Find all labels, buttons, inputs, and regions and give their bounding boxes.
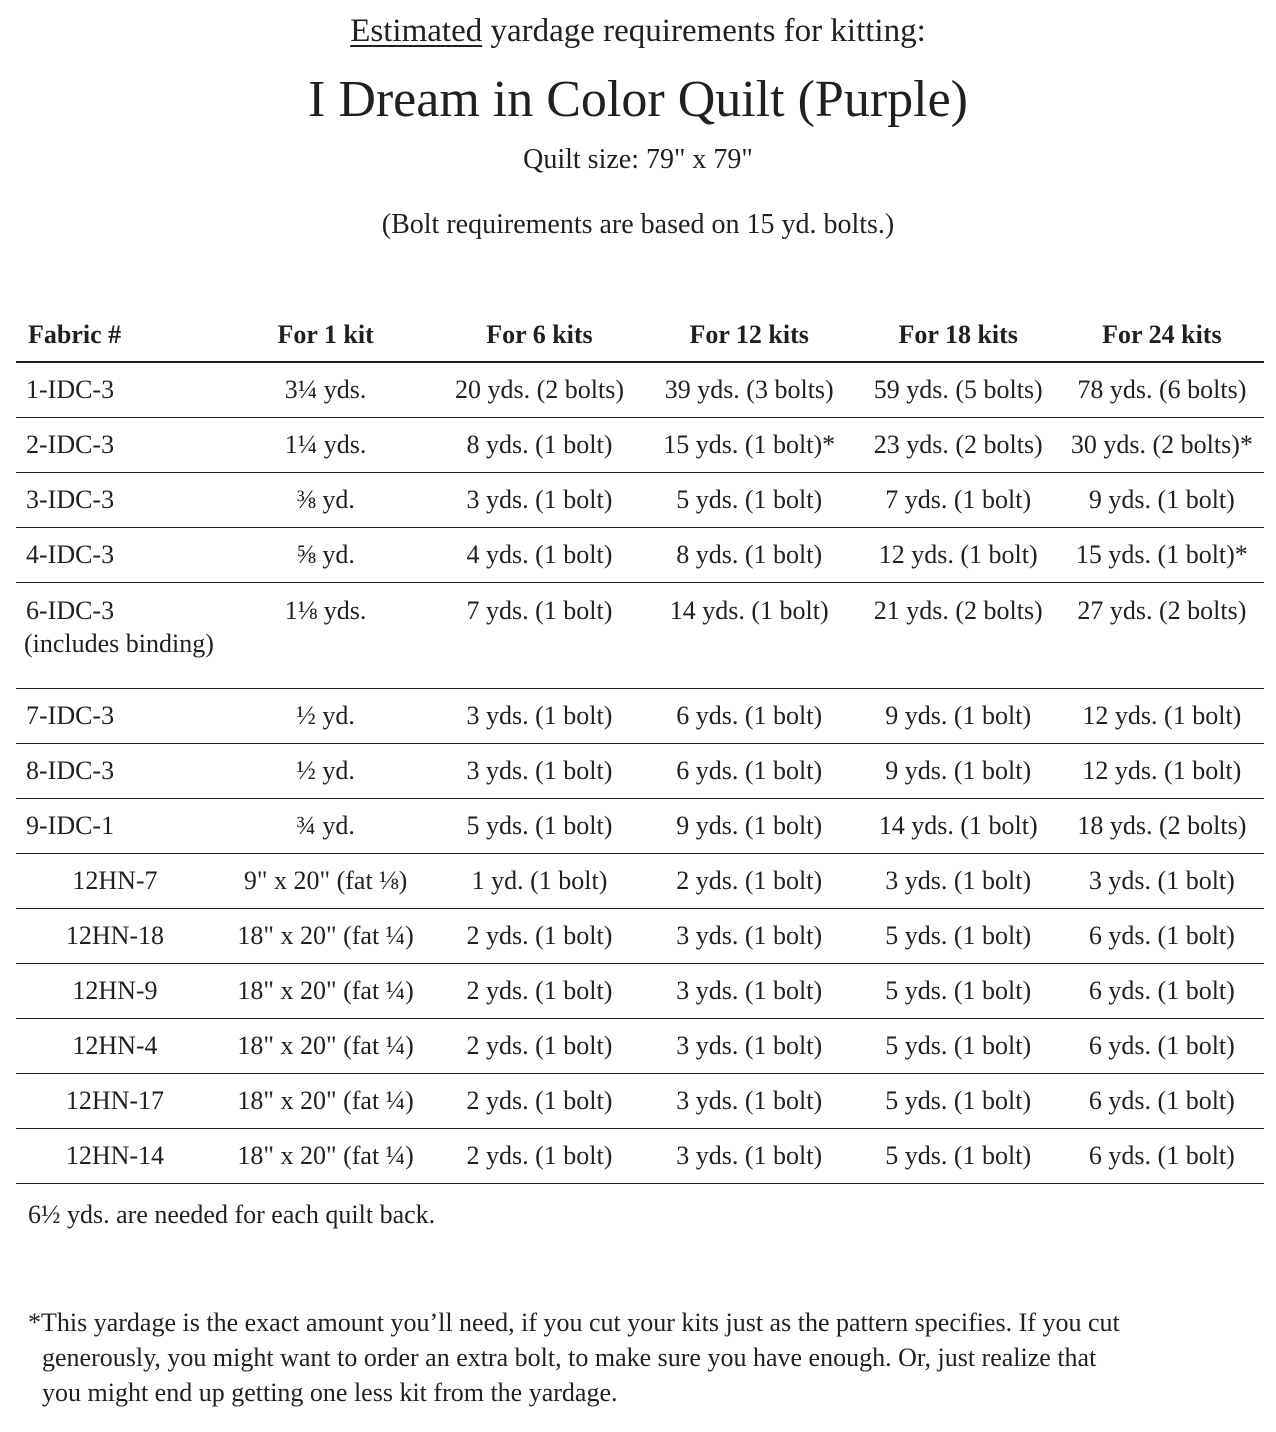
kit18-cell: 23 yds. (2 bolts): [857, 418, 1060, 473]
kit1-cell: ½ yd.: [214, 744, 437, 799]
kit18-cell: 5 yds. (1 bolt): [857, 1074, 1060, 1129]
kit6-cell: 8 yds. (1 bolt): [437, 418, 641, 473]
table-row: [16, 418, 1264, 473]
kit6-cell: 4 yds. (1 bolt): [437, 528, 641, 583]
kit1-cell: 3¼ yds.: [214, 362, 437, 418]
kit24-cell: 6 yds. (1 bolt): [1060, 1129, 1264, 1184]
kit1-cell: ⅝ yd.: [214, 528, 437, 583]
kit12-cell: 3 yds. (1 bolt): [642, 964, 857, 1019]
bolt-note: (Bolt requirements are based on 15 yd. bolts.): [381, 209, 895, 240]
kit18-cell: 9 yds. (1 bolt): [857, 744, 1060, 799]
kit18-cell: 14 yds. (1 bolt): [857, 799, 1060, 854]
column-header-12-kits: For 12 kits: [642, 308, 857, 362]
fabric-cell: 12HN-18: [16, 909, 214, 964]
kit12-cell: 6 yds. (1 bolt): [642, 744, 857, 799]
fabric-cell: 2-IDC-3: [16, 418, 214, 473]
page-subtitle: [0, 10, 1276, 52]
quilt-size: Quilt size: 79" x 79": [523, 144, 753, 175]
kit6-cell: 20 yds. (2 bolts): [437, 362, 641, 418]
kit6-cell: 2 yds. (1 bolt): [437, 964, 641, 1019]
kit24-cell: 15 yds. (1 bolt)*: [1060, 528, 1264, 583]
kit6-cell: 3 yds. (1 bolt): [437, 744, 641, 799]
kit24-cell: 6 yds. (1 bolt): [1060, 1074, 1264, 1129]
kit1-cell: 1⅛ yds.: [214, 583, 437, 689]
column-header-fabric: Fabric #: [16, 308, 214, 362]
subtitle-emphasis: Estimated: [350, 13, 483, 49]
kit12-cell: 9 yds. (1 bolt): [642, 799, 857, 854]
kit24-cell: 6 yds. (1 bolt): [1060, 1019, 1264, 1074]
kit6-cell: 3 yds. (1 bolt): [437, 689, 641, 744]
table-row: [16, 799, 1264, 854]
kit1-cell: 18" x 20" (fat ¼): [214, 964, 437, 1019]
kit18-cell: 59 yds. (5 bolts): [857, 362, 1060, 418]
kit24-cell: 12 yds. (1 bolt): [1060, 744, 1264, 799]
fabric-cell: 4-IDC-3: [16, 528, 214, 583]
kit18-cell: 5 yds. (1 bolt): [857, 1019, 1060, 1074]
kit24-cell: 6 yds. (1 bolt): [1060, 909, 1264, 964]
column-header-6-kits: For 6 kits: [437, 308, 641, 362]
column-header-18-kits: For 18 kits: [857, 308, 1060, 362]
kit6-cell: 1 yd. (1 bolt): [437, 854, 641, 909]
kit12-cell: 39 yds. (3 bolts): [642, 362, 857, 418]
fabric-code: 6-IDC-3: [26, 596, 115, 625]
fabric-cell: 1-IDC-3: [16, 362, 214, 418]
kit24-cell: 18 yds. (2 bolts): [1060, 799, 1264, 854]
kit18-cell: 12 yds. (1 bolt): [857, 528, 1060, 583]
kit24-cell: 9 yds. (1 bolt): [1060, 473, 1264, 528]
kit1-cell: ⅜ yd.: [214, 473, 437, 528]
kit12-cell: 5 yds. (1 bolt): [642, 473, 857, 528]
kit6-cell: 7 yds. (1 bolt): [437, 583, 641, 689]
fabric-cell: 9-IDC-1: [16, 799, 214, 854]
kit6-cell: 2 yds. (1 bolt): [437, 1019, 641, 1074]
kit12-cell: 15 yds. (1 bolt)*: [642, 418, 857, 473]
kit24-cell: 78 yds. (6 bolts): [1060, 362, 1264, 418]
table-row: [16, 744, 1264, 799]
kit1-cell: 1¼ yds.: [214, 418, 437, 473]
kit18-cell: 5 yds. (1 bolt): [857, 909, 1060, 964]
kit12-cell: 3 yds. (1 bolt): [642, 1019, 857, 1074]
column-header-24-kits: For 24 kits: [1060, 308, 1264, 362]
kit12-cell: 2 yds. (1 bolt): [642, 854, 857, 909]
kit12-cell: 6 yds. (1 bolt): [642, 689, 857, 744]
table-row: [16, 854, 1264, 909]
kit6-cell: 2 yds. (1 bolt): [437, 1074, 641, 1129]
kit24-cell: 3 yds. (1 bolt): [1060, 854, 1264, 909]
table-row: [16, 528, 1264, 583]
table-row: [16, 362, 1264, 418]
table-row: [16, 1129, 1264, 1184]
kit6-cell: 5 yds. (1 bolt): [437, 799, 641, 854]
quilt-back-note: 6½ yds. are needed for each quilt back.: [28, 1200, 436, 1229]
fabric-cell: 12HN-17: [16, 1074, 214, 1129]
kit12-cell: 3 yds. (1 bolt): [642, 1074, 857, 1129]
kit12-cell: 14 yds. (1 bolt): [642, 583, 857, 689]
fabric-cell: 8-IDC-3: [16, 744, 214, 799]
footnote-line-3: you might end up getting one less kit from the yardage.: [42, 1378, 618, 1407]
asterisk-footnote: [28, 1305, 1248, 1410]
kit18-cell: 7 yds. (1 bolt): [857, 473, 1060, 528]
kit1-cell: 18" x 20" (fat ¼): [214, 1129, 437, 1184]
yardage-table: [16, 308, 1264, 1184]
table-row: [16, 583, 1264, 689]
kit12-cell: 3 yds. (1 bolt): [642, 1129, 857, 1184]
kit12-cell: 8 yds. (1 bolt): [642, 528, 857, 583]
kit1-cell: ¾ yd.: [214, 799, 437, 854]
table-header-row: [16, 308, 1264, 362]
kit24-cell: 12 yds. (1 bolt): [1060, 689, 1264, 744]
kit6-cell: 2 yds. (1 bolt): [437, 909, 641, 964]
kit1-cell: 18" x 20" (fat ¼): [214, 1019, 437, 1074]
kit6-cell: 2 yds. (1 bolt): [437, 1129, 641, 1184]
fabric-note: (includes binding): [24, 629, 214, 658]
kit24-cell: 27 yds. (2 bolts): [1060, 583, 1264, 689]
table-row: [16, 689, 1264, 744]
fabric-cell: 12HN-14: [16, 1129, 214, 1184]
kit1-cell: 18" x 20" (fat ¼): [214, 1074, 437, 1129]
table-row: [16, 473, 1264, 528]
fabric-cell: 12HN-7: [16, 854, 214, 909]
kit18-cell: 3 yds. (1 bolt): [857, 854, 1060, 909]
table-row: [16, 1019, 1264, 1074]
kit18-cell: 5 yds. (1 bolt): [857, 1129, 1060, 1184]
table-row: [16, 909, 1264, 964]
page-title: I Dream in Color Quilt (Purple): [308, 71, 968, 128]
kit24-cell: 6 yds. (1 bolt): [1060, 964, 1264, 1019]
kit18-cell: 9 yds. (1 bolt): [857, 689, 1060, 744]
kit6-cell: 3 yds. (1 bolt): [437, 473, 641, 528]
kit1-cell: 18" x 20" (fat ¼): [214, 909, 437, 964]
footnote-line-1: *This yardage is the exact amount you’ll need, if you cut your kits just as the pattern specifies. If you cut: [28, 1308, 1120, 1337]
footnote-line-2: generously, you might want to order an extra bolt, to make sure you have enough. Or, just realize that: [42, 1343, 1097, 1372]
kit18-cell: 21 yds. (2 bolts): [857, 583, 1060, 689]
fabric-cell: 7-IDC-3: [16, 689, 214, 744]
table-row: [16, 964, 1264, 1019]
fabric-cell: 3-IDC-3: [16, 473, 214, 528]
fabric-cell: 12HN-9: [16, 964, 214, 1019]
kit12-cell: 3 yds. (1 bolt): [642, 909, 857, 964]
kit18-cell: 5 yds. (1 bolt): [857, 964, 1060, 1019]
column-header-1-kit: For 1 kit: [214, 308, 437, 362]
fabric-cell: 12HN-4: [16, 1019, 214, 1074]
subtitle-text: yardage requirements for kitting:: [482, 13, 926, 49]
table-row: [16, 1074, 1264, 1129]
kit24-cell: 30 yds. (2 bolts)*: [1060, 418, 1264, 473]
kit1-cell: ½ yd.: [214, 689, 437, 744]
kit1-cell: 9" x 20" (fat ⅛): [214, 854, 437, 909]
fabric-cell: [16, 583, 214, 689]
